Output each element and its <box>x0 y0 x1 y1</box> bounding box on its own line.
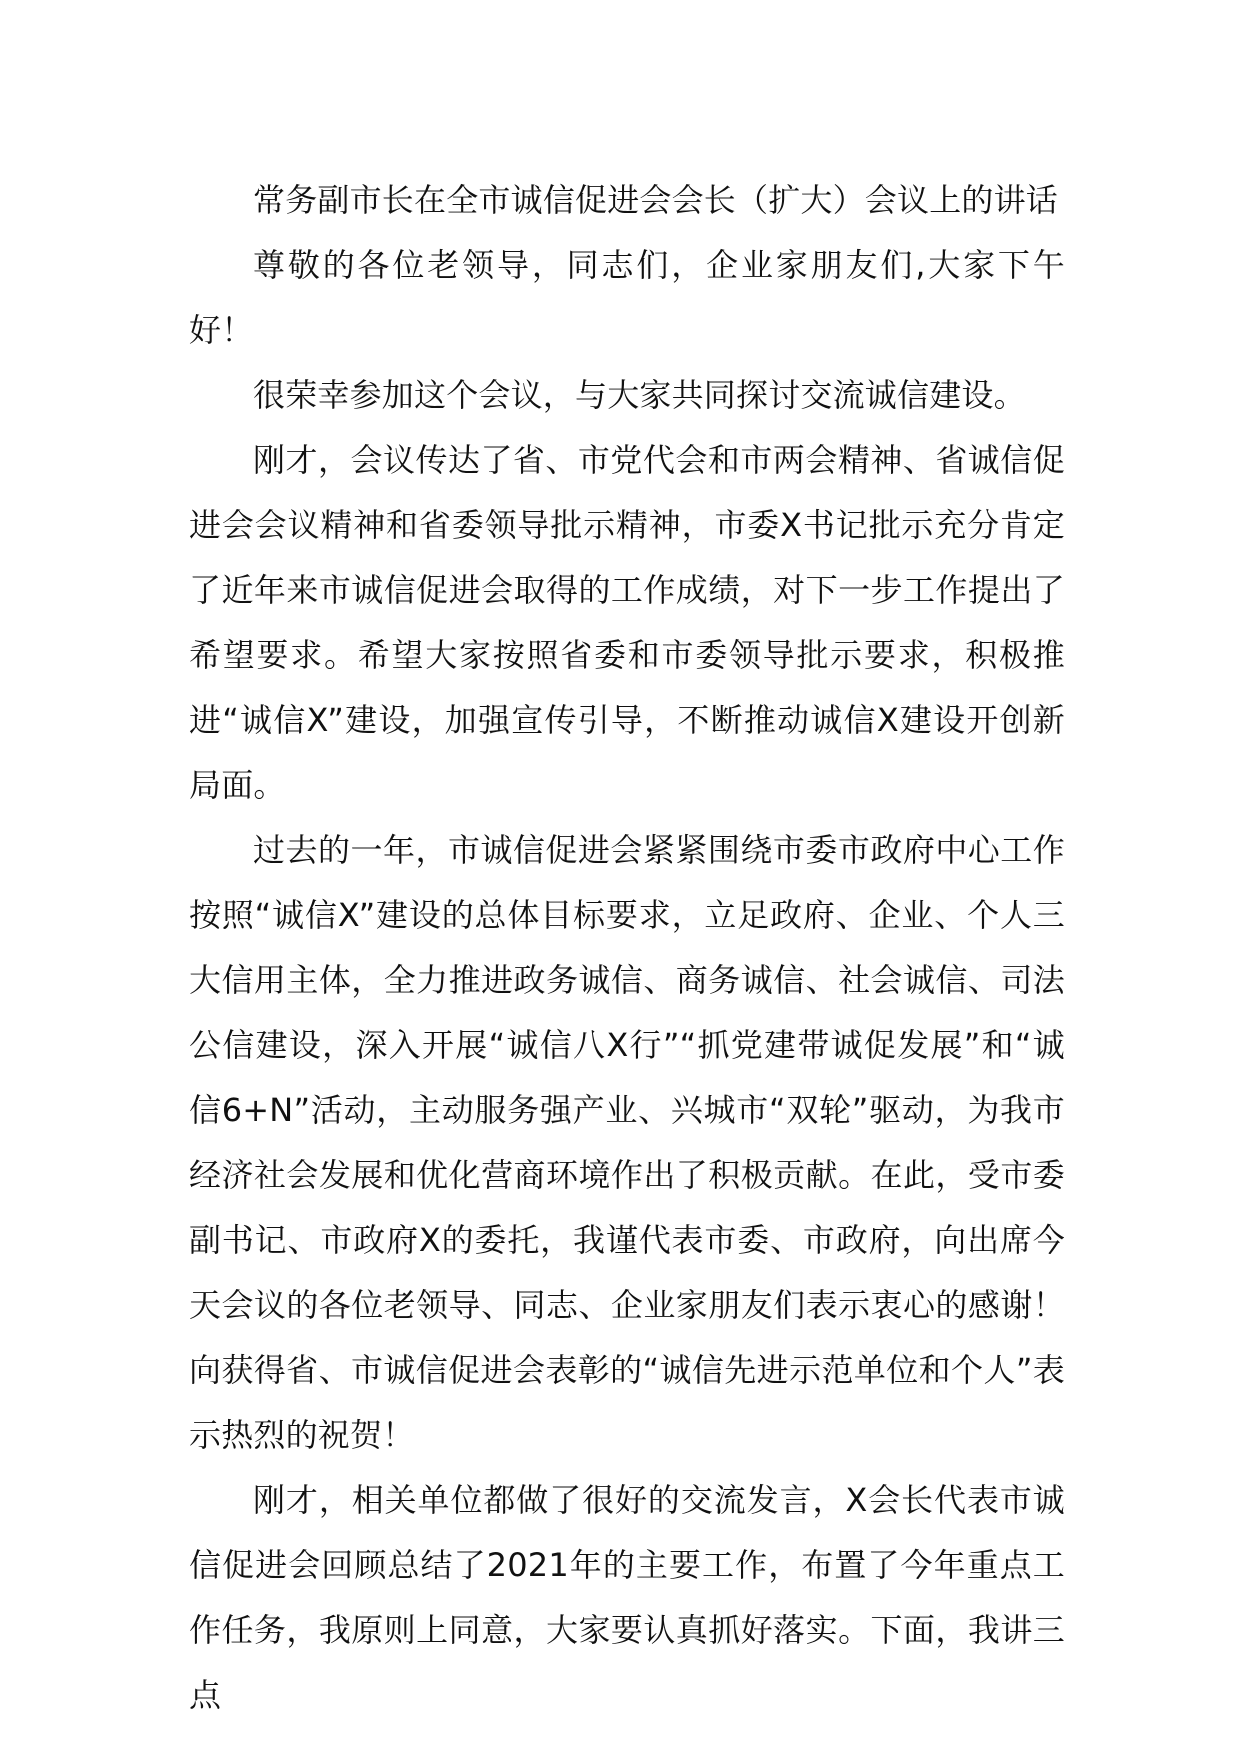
document-title: 常务副市长在全市诚信促进会会长（扩大）会议上的讲话 <box>253 181 1059 219</box>
paragraph-4: 刚才，相关单位都做了很好的交流发言，X会长代表市诚信促进会回顾总结了2021年的主要工作，布置了今年重点工作任务，我原则上同意，大家要认真抓好落实。下面，我讲三点 <box>189 1481 1065 1714</box>
greeting: 尊敬的各位老领导，同志们，企业家朋友们,大家下午好！ <box>189 246 1065 349</box>
document-body <box>189 168 1065 1728</box>
paragraph-2: 刚才，会议传达了省、市党代会和市两会精神、省诚信促进会会议精神和省委领导批示精神，市委X书记批示充分肯定了近年来市诚信促进会取得的工作成绩，对下一步工作提出了希望要求。希望大家按照省委和市委领导批示要求，积极推进“诚信X”建设，加强宣传引导，不断推动诚信X建设开创新局面。 <box>189 441 1065 804</box>
paragraph-1: 很荣幸参加这个会议，与大家共同探讨交流诚信建设。 <box>253 376 1026 414</box>
paragraph-3: 过去的一年，市诚信促进会紧紧围绕市委市政府中心工作按照“诚信X”建设的总体目标要求，立足政府、企业、个人三大信用主体，全力推进政务诚信、商务诚信、社会诚信、司法公信建设，深入开展“诚信八X行”“抓党建带诚促发展”和“诚信6+N”活动，主动服务强产业、兴城市“双轮”驱动，为我市经济社会发展和优化营商环境作出了积极贡献。在此，受市委副书记、市政府X的委托，我谨代表市委、市政府，向出席今天会议的各位老领导、同志、企业家朋友们表示衷心的感谢！向获得省、市诚信促进会表彰的“诚信先进示范单位和个人”表示热烈的祝贺！ <box>189 831 1065 1454</box>
